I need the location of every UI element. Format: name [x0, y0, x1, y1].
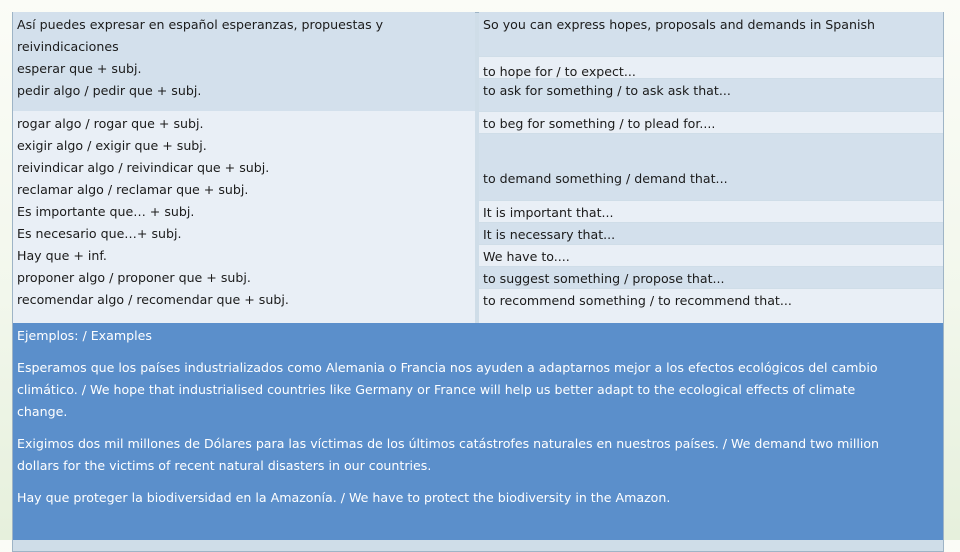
- examples-section: [13, 323, 943, 540]
- spanish-line: reivindicaciones: [17, 39, 119, 54]
- spanish-line: exigir algo / exigir que + subj.: [17, 138, 207, 153]
- spanish-cell-intro: [13, 12, 475, 111]
- english-line: It is necessary that...: [483, 227, 616, 242]
- spanish-line: rogar algo / rogar que + subj.: [17, 116, 204, 131]
- example-line: dollars for the victims of recent natural disasters in our countries.: [17, 458, 432, 473]
- english-line: We have to....: [483, 249, 570, 264]
- english-line: to demand something / demand that...: [483, 171, 728, 186]
- spanish-line: reivindicar algo / reivindicar que + subj.: [17, 160, 270, 175]
- spanish-line: Es importante que… + subj.: [17, 204, 195, 219]
- example-paragraph: [17, 487, 939, 509]
- spanish-line: Así puedes expresar en español esperanzas, propuestas y: [17, 17, 384, 32]
- example-line: Exigimos dos mil millones de Dólares para las víctimas de los últimos catástrofes naturales en nuestros países. / We demand two million: [17, 436, 880, 451]
- english-line: to hope for / to expect...: [483, 64, 636, 79]
- english-cell: [479, 134, 943, 200]
- english-line: to ask for something / to ask ask that...: [483, 83, 731, 98]
- examples-title: Ejemplos: / Examples: [17, 328, 152, 343]
- english-cell: [479, 79, 943, 111]
- example-paragraph: [17, 433, 939, 477]
- spanish-cell-expressions: [13, 111, 475, 323]
- english-line: It is important that...: [483, 205, 614, 220]
- english-cell: [479, 245, 943, 266]
- english-cell: [479, 57, 943, 78]
- example-line: Hay que proteger la biodiversidad en la Amazonía. / We have to protect the biodiversity in the Amazon.: [17, 490, 671, 505]
- english-line: to suggest something / propose that...: [483, 271, 725, 286]
- spanish-line: esperar que + subj.: [17, 61, 142, 76]
- spanish-line: Es necesario que…+ subj.: [17, 226, 182, 241]
- spanish-line: proponer algo / proponer que + subj.: [17, 270, 251, 285]
- english-cell: [479, 267, 943, 288]
- english-line: to recommend something / to recommend that...: [483, 293, 792, 308]
- example-paragraph: [17, 357, 939, 423]
- spanish-line: Hay que + inf.: [17, 248, 107, 263]
- example-line: Esperamos que los países industrializados como Alemania o Francia nos ayuden a adaptarnos mejor a los efectos ecológicos del cambio: [17, 360, 878, 375]
- english-cell: [479, 289, 943, 323]
- example-line: climático. / We hope that industrialised countries like Germany or France will help us better adapt to the ecological effects of climate: [17, 382, 856, 397]
- english-cell: [479, 112, 943, 133]
- spanish-line: recomendar algo / recomendar que + subj.: [17, 292, 289, 307]
- english-cell: [479, 12, 943, 56]
- english-line: So you can express hopes, proposals and demands in Spanish: [483, 17, 876, 32]
- spanish-line: pedir algo / pedir que + subj.: [17, 83, 202, 98]
- spanish-line: reclamar algo / reclamar que + subj.: [17, 182, 249, 197]
- english-line: to beg for something / to plead for....: [483, 116, 716, 131]
- example-line: change.: [17, 404, 68, 419]
- english-cell: [479, 223, 943, 244]
- english-cell: [479, 201, 943, 222]
